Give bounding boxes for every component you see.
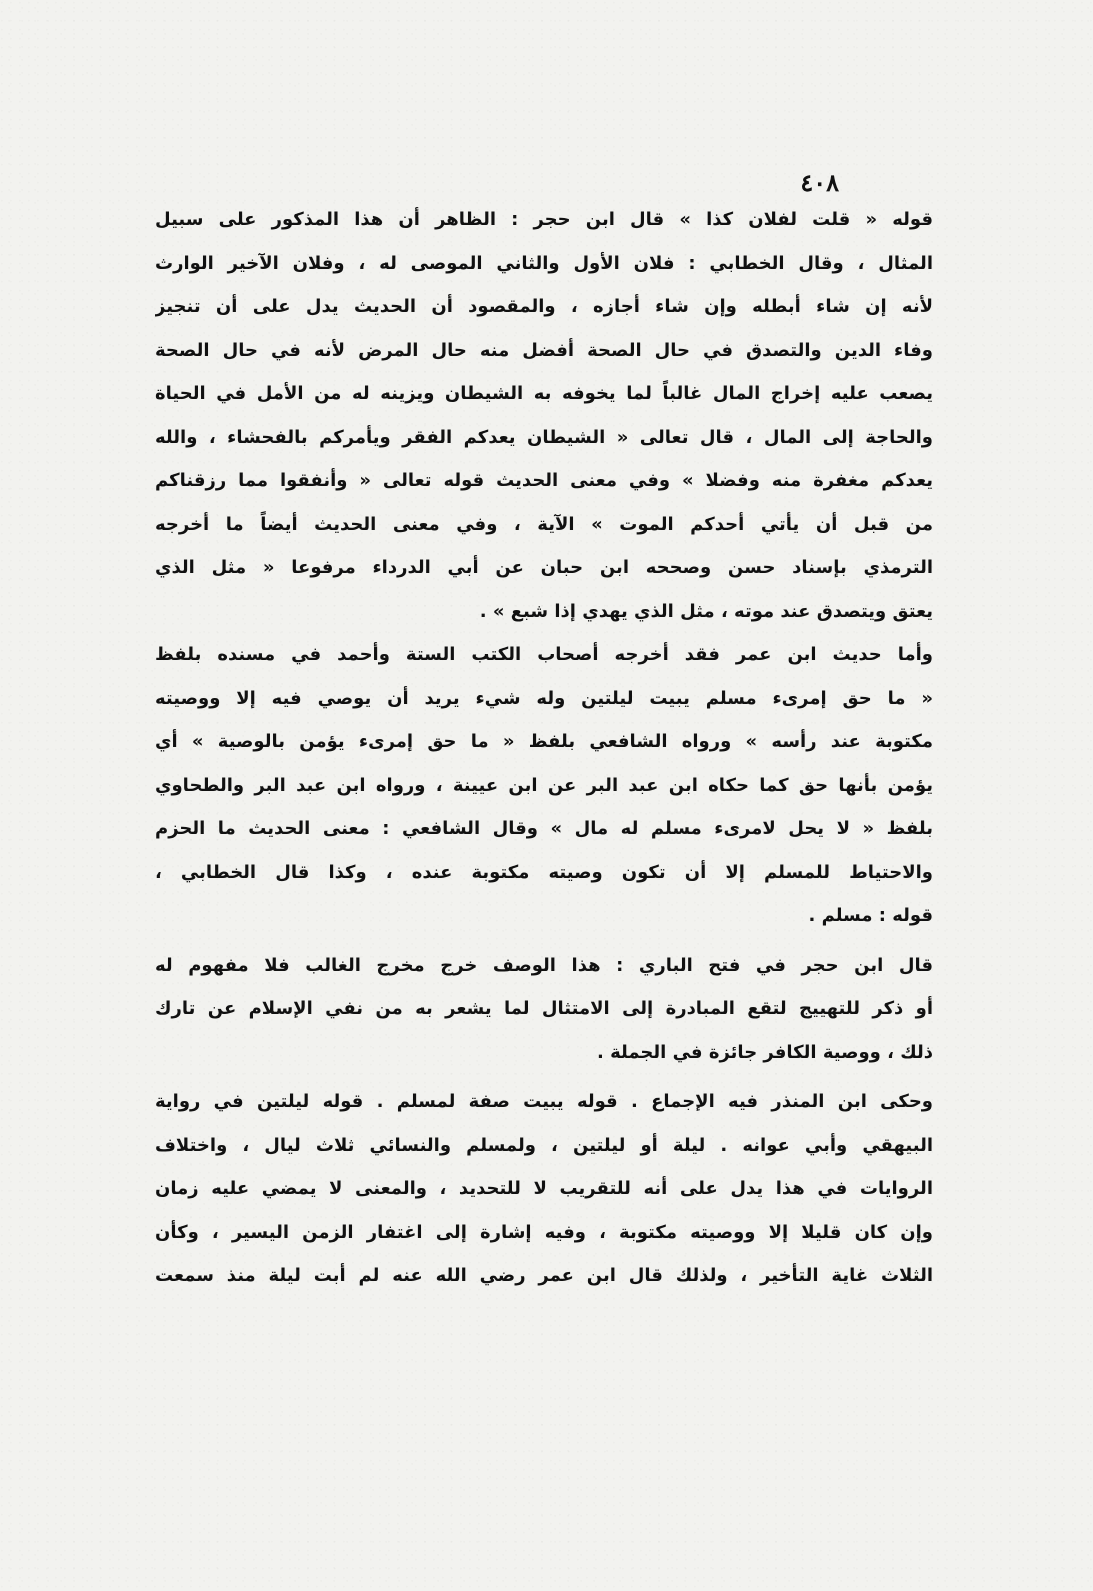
text-line: وفاء الدين والتصدق في حال الصحة أفضل منه حال المرض لأنه في حال الصحة xyxy=(155,339,933,361)
text-line: « ما حق إمرىء مسلم يبيت ليلتين وله شيء يريد أن يوصي فيه إلا ووصيته xyxy=(155,687,933,709)
page-number: ٤٠٨ xyxy=(800,168,839,197)
paragraph xyxy=(155,1080,933,1298)
text-line: الثلاث غاية التأخير ، ولذلك قال ابن عمر رضي الله عنه لم أبت ليلة منذ سمعت xyxy=(155,1265,933,1286)
text-line: وحكى ابن المنذر فيه الإجماع . قوله يبيت صفة لمسلم . قوله ليلتين في رواية xyxy=(155,1091,933,1112)
paragraph xyxy=(155,633,933,938)
text-line: يعدكم مغفرة منه وفضلا » وفي معنى الحديث قوله تعالى « وأنفقوا مما رزقناكم xyxy=(155,470,933,491)
text-line: مكتوبة عند رأسه » ورواه الشافعي بلفظ « ما حق إمرىء يؤمن بالوصية » أي xyxy=(155,731,933,752)
text-line: المثال ، وقال الخطابي : فلان الأول والثاني الموصى له ، وفلان الآخير الوارث xyxy=(155,252,933,274)
text-line: يؤمن بأنها حق كما حكاه ابن عبد البر عن ابن عيينة ، ورواه ابن عبد البر والطحاوي xyxy=(155,774,933,796)
text-line: ذلك ، ووصية الكافر جائزة في الجملة . xyxy=(596,1041,933,1063)
text-line: والاحتياط للمسلم إلا أن تكون وصيته مكتوبة عنده ، وكذا قال الخطابي ، xyxy=(155,861,933,883)
text-line: وإن كان قليلا إلا ووصيته مكتوبة ، وفيه إشارة إلى اغتفار الزمن اليسير ، وكأن xyxy=(155,1221,933,1243)
text-line: قوله : مسلم . xyxy=(808,905,933,926)
paragraph xyxy=(155,198,933,633)
text-line: يعتق ويتصدق عند موته ، مثل الذي يهدي إذا شبع » . xyxy=(479,600,933,622)
text-line: البيهقي وأبي عوانه . ليلة أو ليلتين ، ولمسلم والنسائي ثلاث ليال ، واختلاف xyxy=(155,1134,933,1156)
text-line: يصعب عليه إخراج المال غالباً لما يخوفه به الشيطان ويزينه له من الأمل في الحياة xyxy=(155,383,933,404)
text-line: وأما حديث ابن عمر فقد أخرجه أصحاب الكتب الستة وأحمد في مسنده بلفظ xyxy=(155,644,933,665)
body-text xyxy=(155,198,933,1298)
text-line: قال ابن حجر في فتح الباري : هذا الوصف خرج مخرج الغالب فلا مفهوم له xyxy=(155,954,933,976)
paragraph xyxy=(155,944,933,1075)
text-line: الترمذي بإسناد حسن وصححه ابن حبان عن أبي الدرداء مرفوعا « مثل الذي xyxy=(155,557,933,578)
text-line: والحاجة إلى المال ، قال تعالى « الشيطان يعدكم الفقر ويأمركم بالفحشاء ، والله xyxy=(155,426,933,448)
text-line: لأنه إن شاء أبطله وإن شاء أجازه ، والمقصود أن الحديث يدل على أن تنجيز xyxy=(155,296,933,317)
text-line: أو ذكر للتهييج لتقع المبادرة إلى الامتثال لما يشعر به من نفي الإسلام عن تارك xyxy=(155,998,933,1019)
text-line: بلفظ « لا يحل لامرىء مسلم له مال » وقال الشافعي : معنى الحديث ما الحزم xyxy=(155,818,933,839)
text-line: قوله « قلت لفلان كذا » قال ابن حجر : الظاهر أن هذا المذكور على سبيل xyxy=(155,209,933,230)
text-line: من قبل أن يأتي أحدكم الموت » الآية ، وفي معنى الحديث أيضاً ما أخرجه xyxy=(155,513,933,535)
text-line: الروايات في هذا يدل على أنه للتقريب لا للتحديد ، والمعنى لا يمضي عليه زمان xyxy=(155,1178,933,1199)
